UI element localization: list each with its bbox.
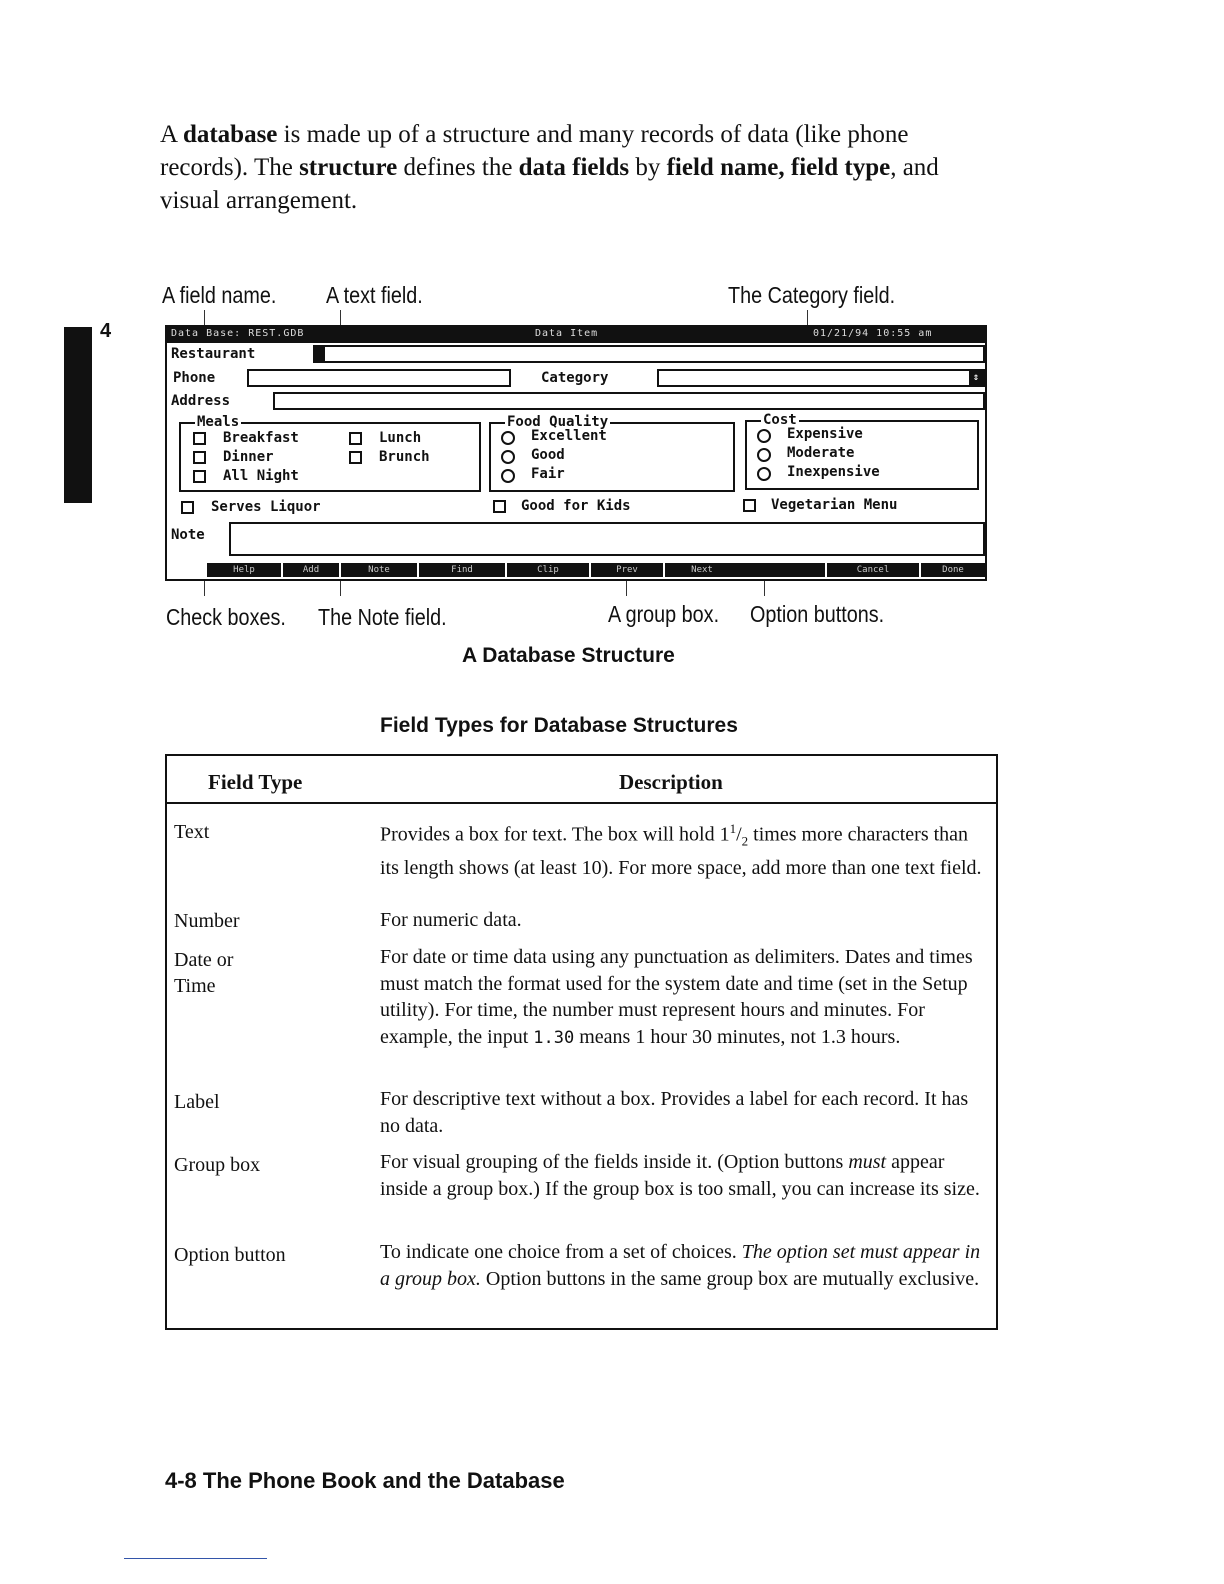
chapter-number: 4 [100, 320, 112, 342]
dinner-checkbox[interactable] [193, 451, 206, 464]
row-label-type: Label [174, 1091, 220, 1113]
good-option[interactable] [501, 450, 515, 464]
clip-button[interactable]: Clip [505, 563, 589, 577]
food-quality-group-box [489, 414, 735, 492]
excellent-option[interactable] [501, 431, 515, 445]
titlebar-database-name: Data Base: REST.GDB [171, 328, 305, 339]
figure-caption: A Database Structure [462, 644, 675, 667]
header-field-type: Field Type [208, 770, 303, 794]
lunch-label: Lunch [379, 430, 422, 446]
serves-liquor-label: Serves Liquor [211, 499, 321, 515]
all-night-label: All Night [223, 468, 299, 484]
table-header-row [167, 756, 996, 804]
row-date-desc: For date or time data using any punctuation as delimiters. Dates and times must match the format used for the system date and time (set in the Setup utility). For time, the number must represent hours and minutes. For example, the input 1.30 means 1 hour 30 minutes, not 1.3 hours. [380, 946, 973, 1048]
chapter-tab-marker [64, 327, 92, 503]
database-screen [165, 325, 987, 581]
cancel-button[interactable]: Cancel [825, 563, 919, 577]
help-button[interactable]: Help [205, 563, 281, 577]
food-quality-group-title: Food Quality [507, 414, 609, 430]
moderate-option[interactable] [757, 448, 771, 462]
lunch-checkbox[interactable] [349, 432, 362, 445]
row-text-desc: Provides a box for text. The box will hold $1^1/_2$ times more characters than its length shows (at least 10). For more space, add more than one text field. [380, 821, 982, 880]
inexpensive-option[interactable] [757, 467, 771, 481]
screen-button-bar [205, 563, 985, 577]
row-option-type: Option button [174, 1244, 286, 1266]
field-types-table [165, 754, 998, 1330]
next-button[interactable]: Next [663, 563, 739, 577]
find-button[interactable]: Find [417, 563, 505, 577]
screen-titlebar [167, 327, 985, 343]
intro-paragraph: A database is made up of a structure and many records of data (like phone records). The structure defines the data fields by field name, field type, and visual arrangement. [160, 121, 939, 214]
address-field[interactable] [273, 392, 985, 410]
callout-field-name: A field name. [162, 282, 277, 308]
good-label: Good [531, 447, 565, 463]
done-button[interactable]: Done [919, 563, 985, 577]
label-note: Note [171, 527, 205, 543]
vegetarian-menu-checkbox[interactable] [743, 499, 756, 512]
prev-button[interactable]: Prev [589, 563, 663, 577]
page-footer: 4-8 The Phone Book and the Database [165, 1468, 565, 1493]
phone-field[interactable] [247, 369, 511, 387]
label-restaurant: Restaurant [171, 346, 256, 362]
all-night-checkbox[interactable] [193, 470, 206, 483]
row-number-type: Number [174, 910, 240, 932]
cost-group-title: Cost [763, 412, 797, 428]
row-date-type-line1: Date or [174, 949, 234, 971]
callout-option-buttons: Option buttons. [750, 601, 885, 627]
expensive-option[interactable] [757, 429, 771, 443]
add-button[interactable]: Add [281, 563, 339, 577]
text-cursor [315, 347, 325, 361]
expensive-label: Expensive [787, 426, 863, 442]
footer-rule [124, 1558, 267, 1559]
label-address: Address [171, 393, 231, 409]
row-number-desc: For numeric data. [380, 909, 522, 931]
note-field[interactable] [229, 522, 985, 556]
fair-label: Fair [531, 466, 565, 482]
row-date-type-line2: Time [174, 975, 216, 997]
row-option-desc: To indicate one choice from a set of choices. The option set must appear in a group box. Option buttons in the same group box are mutually exclusive. [380, 1241, 981, 1290]
serves-liquor-checkbox[interactable] [181, 501, 194, 514]
callout-check-boxes: Check boxes. [166, 604, 286, 630]
dropdown-arrow-icon[interactable]: ⇕ [969, 371, 983, 385]
header-description: Description [619, 770, 723, 794]
category-field[interactable] [657, 369, 985, 387]
vegetarian-menu-label: Vegetarian Menu [771, 497, 898, 513]
label-category: Category [541, 370, 609, 386]
row-groupbox-type: Group box [174, 1154, 261, 1176]
callout-category-field: The Category field. [728, 282, 896, 308]
table-title: Field Types for Database Structures [380, 714, 738, 737]
excellent-label: Excellent [531, 428, 607, 444]
brunch-label: Brunch [379, 449, 430, 465]
meals-group-title: Meals [197, 414, 240, 430]
good-for-kids-checkbox[interactable] [493, 500, 506, 513]
titlebar-mode: Data Item [535, 328, 599, 339]
inexpensive-label: Inexpensive [787, 464, 880, 480]
titlebar-datetime: 01/21/94 10:55 am [813, 328, 933, 339]
note-button[interactable]: Note [339, 563, 417, 577]
row-groupbox-desc: For visual grouping of the fields inside it. (Option buttons must appear inside a group box.) If the group box is too small, you can increase its size. [380, 1151, 980, 1200]
callout-group-box: A group box. [608, 601, 720, 627]
breakfast-checkbox[interactable] [193, 432, 206, 445]
brunch-checkbox[interactable] [349, 451, 362, 464]
breakfast-label: Breakfast [223, 430, 299, 446]
row-label-desc: For descriptive text without a box. Provides a label for each record. It has no data. [380, 1088, 969, 1137]
label-phone: Phone [173, 370, 216, 386]
row-text-type: Text [174, 821, 210, 843]
good-for-kids-label: Good for Kids [521, 498, 631, 514]
fair-option[interactable] [501, 469, 515, 483]
callout-note-field: The Note field. [318, 604, 447, 630]
dinner-label: Dinner [223, 449, 274, 465]
callout-text-field: A text field. [326, 282, 423, 308]
moderate-label: Moderate [787, 445, 855, 461]
restaurant-field[interactable] [313, 345, 985, 363]
